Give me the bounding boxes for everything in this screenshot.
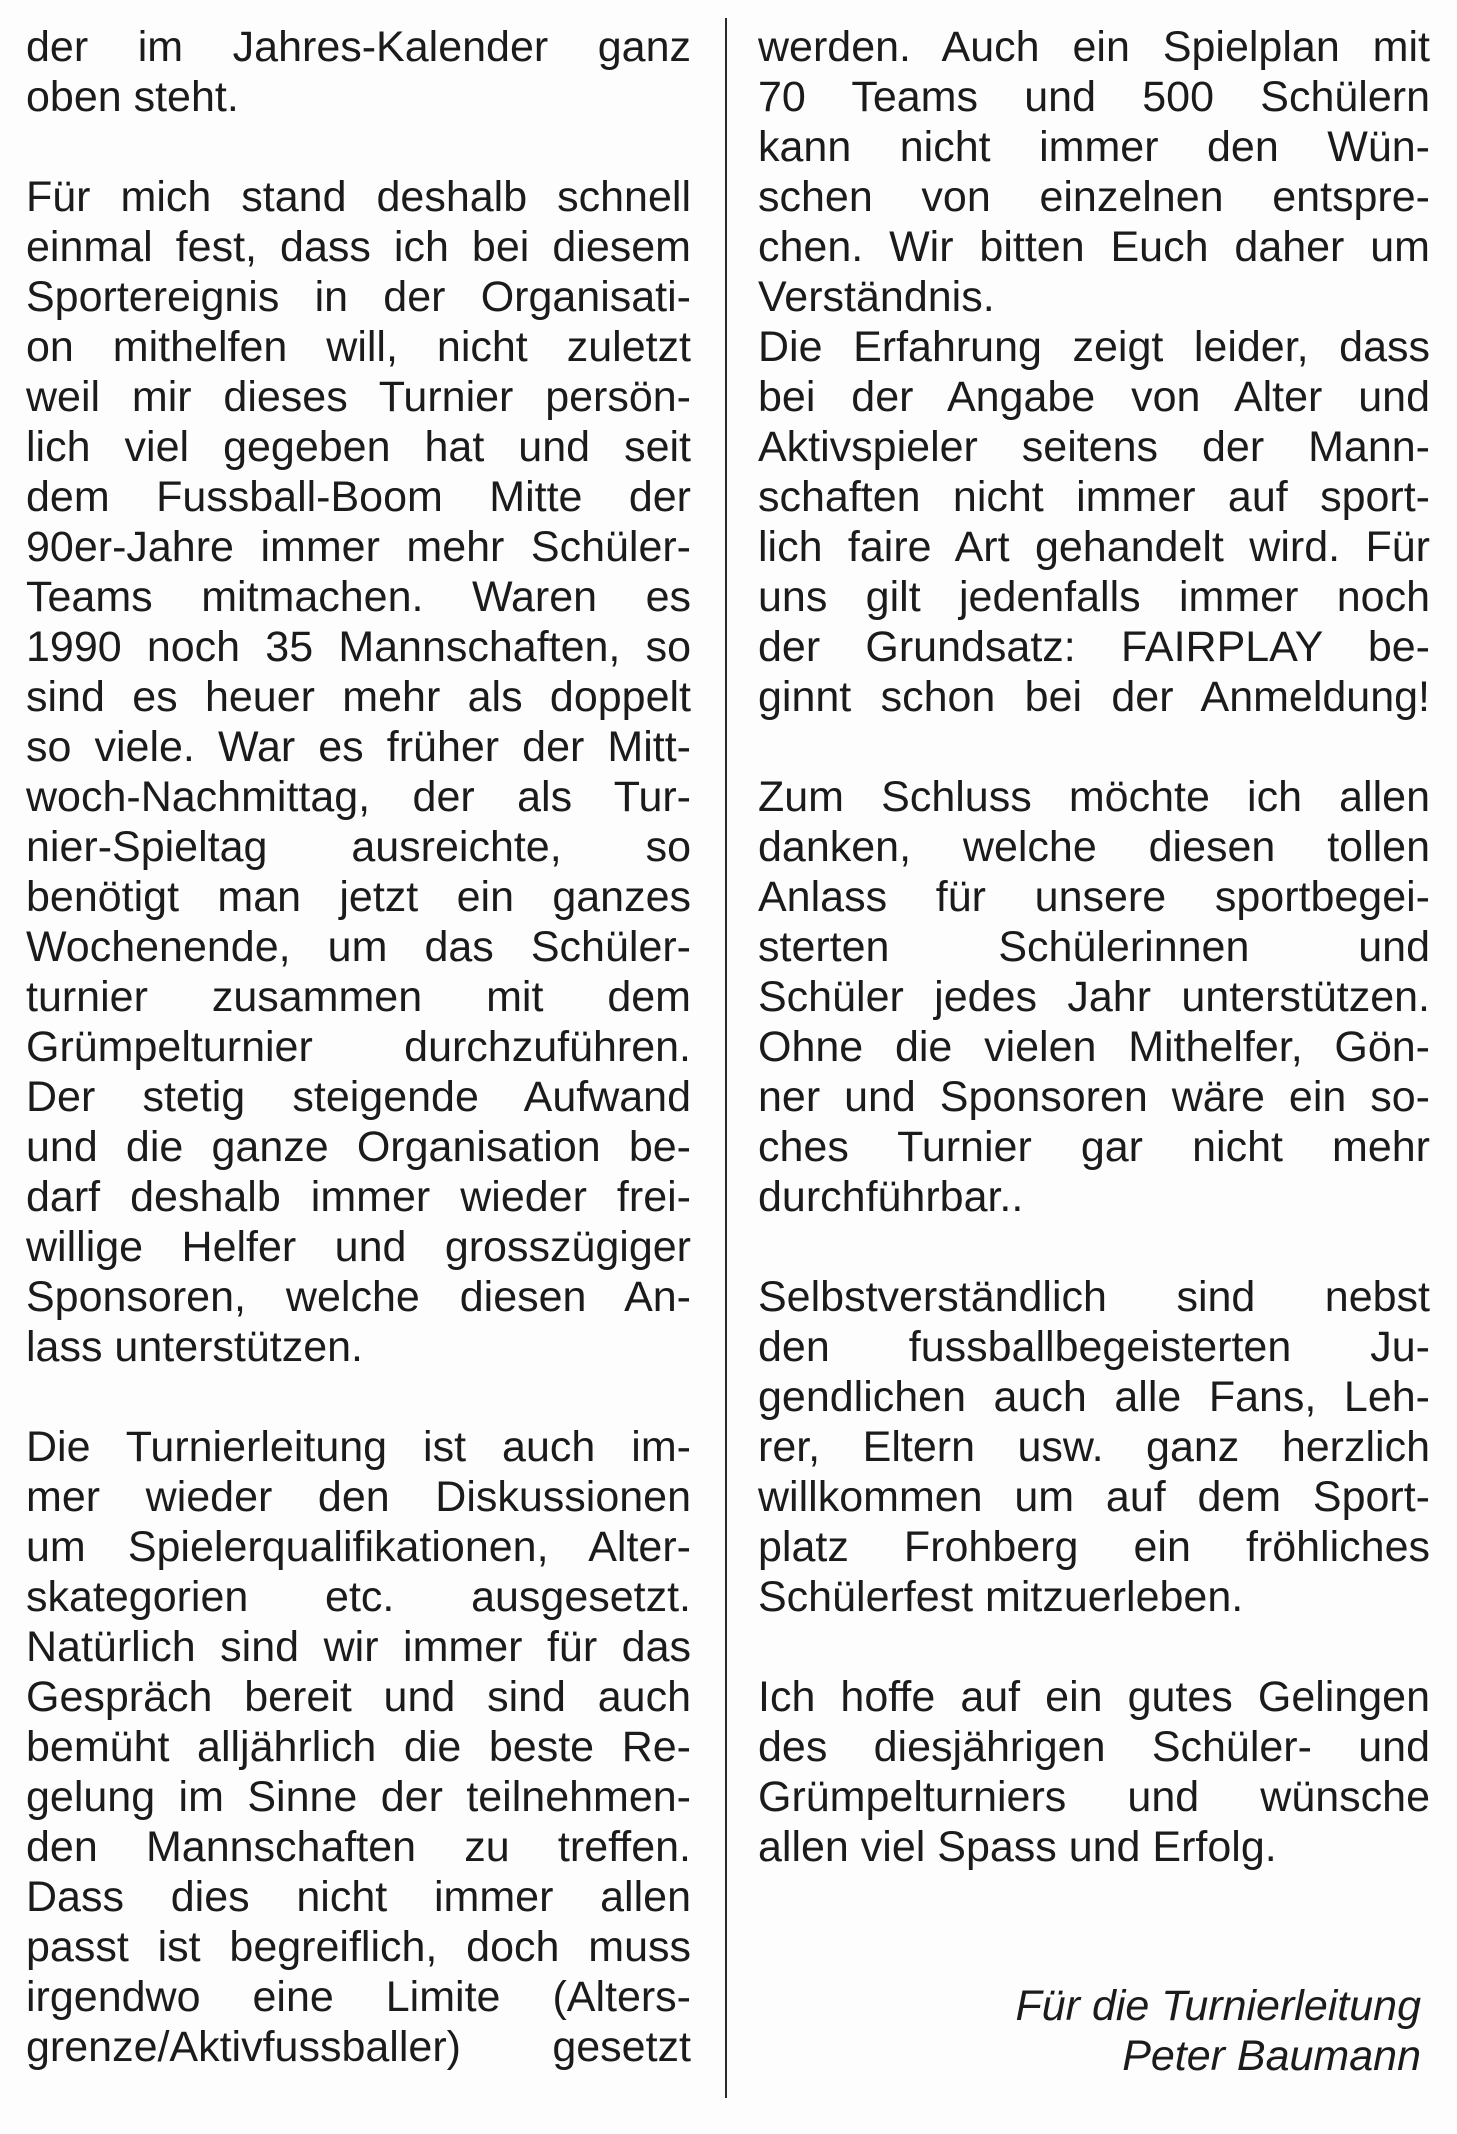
text-line: kann nicht immer den Wün- xyxy=(758,123,1430,171)
text-line: lich viel gegeben hat und seit xyxy=(26,423,691,471)
text-line: Zum Schluss möchte ich allen xyxy=(758,773,1430,821)
text-line: Schülerfest mitzuerleben. xyxy=(758,1573,1244,1621)
text-line: mer wieder den Diskussionen xyxy=(26,1473,691,1521)
text-line: Teams mitmachen. Waren es xyxy=(26,573,691,621)
column-divider xyxy=(725,18,727,2098)
text-line: Gespräch bereit und sind auch xyxy=(26,1673,691,1721)
text-line: um Spielerqualifikationen, Alter- xyxy=(26,1523,691,1571)
text-line: werden. Auch ein Spielplan mit xyxy=(758,23,1430,71)
right-column xyxy=(758,22,1430,1872)
text-line: danken, welche diesen tollen xyxy=(758,823,1430,871)
text-line: platz Frohberg ein fröhliches xyxy=(758,1523,1430,1571)
text-line: passt ist begreiflich, doch muss xyxy=(26,1923,691,1971)
text-line: Der stetig steigende Aufwand xyxy=(26,1073,691,1121)
text-line: der im Jahres-Kalender ganz xyxy=(26,23,691,71)
text-line: sterten Schülerinnen und xyxy=(758,923,1430,971)
text-line: Ich hoffe auf ein gutes Gelingen xyxy=(758,1673,1430,1721)
text-line: Anlass für unsere sportbegei- xyxy=(758,873,1430,921)
text-line: willige Helfer und grosszügiger xyxy=(26,1223,691,1271)
text-line: uns gilt jedenfalls immer noch xyxy=(758,573,1430,621)
text-line: irgendwo eine Limite (Alters- xyxy=(26,1973,691,2021)
text-line: Ohne die vielen Mithelfer, Gön- xyxy=(758,1023,1430,1071)
text-line: Die Erfahrung zeigt leider, dass xyxy=(758,323,1430,371)
text-line: skategorien etc. ausgesetzt. xyxy=(26,1573,691,1621)
text-line: allen viel Spass und Erfolg. xyxy=(758,1823,1277,1871)
text-line: schen von einzelnen entspre- xyxy=(758,173,1430,221)
text-line: on mithelfen will, nicht zuletzt xyxy=(26,323,691,371)
left-column xyxy=(26,22,691,2072)
text-line: Verständnis. xyxy=(758,273,995,321)
text-line: Schüler jedes Jahr unterstützen. xyxy=(758,973,1430,1021)
text-line: Wochenende, um das Schüler- xyxy=(26,923,691,971)
text-line: lich faire Art gehandelt wird. Für xyxy=(758,523,1430,571)
paragraph-thanks xyxy=(758,772,1430,1222)
text-line: Grümpelturniers und wünsche xyxy=(758,1773,1430,1821)
text-line: bei der Angabe von Alter und xyxy=(758,373,1430,421)
text-line: woch-Nachmittag, der als Tur- xyxy=(26,773,691,821)
text-line: durchführbar.. xyxy=(758,1173,1024,1221)
text-line: Dass dies nicht immer allen xyxy=(26,1873,691,1921)
text-line: Grümpelturnier durchzuführen. xyxy=(26,1023,691,1071)
text-line: weil mir dieses Turnier persön- xyxy=(26,373,691,421)
text-line: und die ganze Organisation be- xyxy=(26,1123,691,1171)
text-line: den fussballbegeisterten Ju- xyxy=(758,1323,1430,1371)
text-line: grenze/Aktivfussballer) gesetzt xyxy=(26,2023,691,2071)
text-line: oben steht. xyxy=(26,73,239,121)
text-line: Die Turnierleitung ist auch im- xyxy=(26,1423,691,1471)
paragraph-continuation xyxy=(26,22,691,122)
text-line: bemüht alljährlich die beste Re- xyxy=(26,1723,691,1771)
text-line: willkommen um auf dem Sport- xyxy=(758,1473,1430,1521)
text-line: lass unterstützen. xyxy=(26,1323,364,1371)
signature-role: Für die Turnierleitung xyxy=(1015,1982,1421,2030)
paragraph-closing xyxy=(758,1672,1430,1872)
text-line: Sportereignis in der Organisati- xyxy=(26,273,691,321)
text-line: einmal fest, dass ich bei diesem xyxy=(26,223,691,271)
text-line: rer, Eltern usw. ganz herzlich xyxy=(758,1423,1430,1471)
text-line: 90er-Jahre immer mehr Schüler- xyxy=(26,523,691,571)
text-line: Selbstverständlich sind nebst xyxy=(758,1273,1430,1321)
text-line: des diesjährigen Schüler- und xyxy=(758,1723,1430,1771)
text-line: Natürlich sind wir immer für das xyxy=(26,1623,691,1671)
text-line: den Mannschaften zu treffen. xyxy=(26,1823,691,1871)
text-line: 1990 noch 35 Mannschaften, so xyxy=(26,623,691,671)
text-line: schaften nicht immer auf sport- xyxy=(758,473,1430,521)
paragraph-schedule xyxy=(758,22,1430,722)
signature-name: Peter Baumann xyxy=(1122,2032,1421,2080)
text-line: gendlichen auch alle Fans, Leh- xyxy=(758,1373,1430,1421)
text-line: Sponsoren, welche diesen An- xyxy=(26,1273,691,1321)
text-line: darf deshalb immer wieder frei- xyxy=(26,1173,691,1221)
text-line: turnier zusammen mit dem xyxy=(26,973,691,1021)
text-line: benötigt man jetzt ein ganzes xyxy=(26,873,691,921)
text-line: der Grundsatz: FAIRPLAY be- xyxy=(758,623,1430,671)
text-line: ginnt schon bei der Anmeldung! xyxy=(758,673,1430,721)
text-line: Für mich stand deshalb schnell xyxy=(26,173,691,221)
text-line: ner und Sponsoren wäre ein so- xyxy=(758,1073,1430,1121)
paragraph-discussions xyxy=(26,1422,691,2072)
text-line: ches Turnier gar nicht mehr xyxy=(758,1123,1430,1171)
text-line: so viele. War es früher der Mitt- xyxy=(26,723,691,771)
text-line: Aktivspieler seitens der Mann- xyxy=(758,423,1430,471)
text-line: chen. Wir bitten Euch daher um xyxy=(758,223,1430,271)
paragraph-organisation xyxy=(26,172,691,1372)
text-line: dem Fussball-Boom Mitte der xyxy=(26,473,691,521)
paragraph-welcome xyxy=(758,1272,1430,1622)
text-line: sind es heuer mehr als doppelt xyxy=(26,673,691,721)
text-line: nier-Spieltag ausreichte, so xyxy=(26,823,691,871)
text-line: gelung im Sinne der teilnehmen- xyxy=(26,1773,691,1821)
text-line: 70 Teams und 500 Schülern xyxy=(758,73,1430,121)
